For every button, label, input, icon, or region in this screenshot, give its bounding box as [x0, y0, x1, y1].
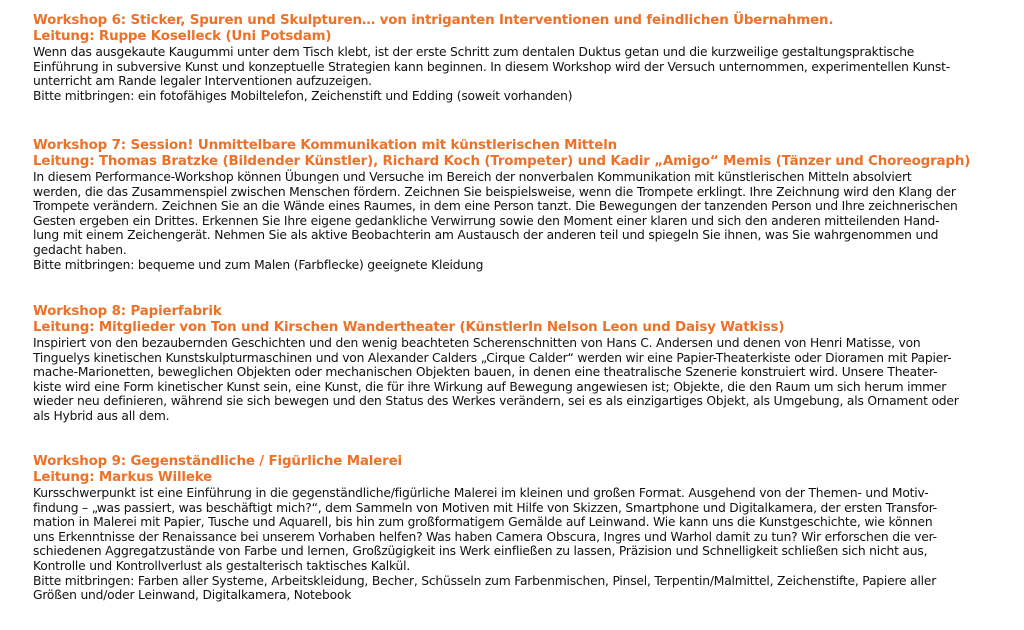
workshop-lead: Leitung: Thomas Bratzke (Bildender Künstler), Richard Koch (Trompeter) und Kadir „Amigo“ Memis (Tänzer und Choreograph) — [33, 154, 971, 169]
body-line: unterricht am Rande legaler Interventionen aufzuzeigen. — [33, 74, 372, 89]
workshop-6-section — [33, 13, 1002, 138]
workshop-title: Workshop 8: Papierfabrik — [33, 304, 222, 319]
workshop-8-section — [33, 304, 1002, 454]
body-line: als Hybrid aus all dem. — [33, 408, 170, 423]
body-line: kiste wird eine Form kinetischer Kunst sein, eine Kunst, die für ihre Wirkung auf Bewegung angewiesen ist; Objekte, die den Raum um sich herum immer — [33, 379, 947, 394]
body-line: gedacht haben. — [33, 242, 127, 257]
workshop-7-section — [33, 138, 1002, 304]
bring-along-line: Bitte mitbringen: ein fotofähiges Mobiltelefon, Zeichenstift und Edding (soweit vorhanden) — [33, 88, 573, 103]
workshop-title: Workshop 6: Sticker, Spuren und Skulpturen… von intriganten Interventionen und feindlichen Übernahmen. — [33, 13, 834, 28]
body-line: Inspiriert von den bezaubernden Geschichten und den wenig beachteten Scherenschnitten von Hans C. Andersen und denen von Henri Matisse, von — [33, 336, 921, 350]
body-line: In diesem Performance-Workshop können Übungen und Versuche im Bereich der nonverbalen Kommunikation mit künstlerischen Mitteln absolviert — [33, 170, 912, 184]
body-line: werden, die das Zusammenspiel zwischen Menschen fördern. Zeichnen Sie beispielsweise, wenn die Trompete erklingt. Ihre Zeichnung wird den Klang der — [33, 184, 956, 199]
body-line: Kontrolle und Kontrollverlust als gestalterisch taktisches Kalkül. — [33, 558, 411, 573]
body-line: wieder neu definieren, während sie sich bewegen und den Status des Werkes verändern, sei es als einzigartiges Objekt, als Umgebung, als Ornament oder — [33, 394, 959, 409]
workshop-title: Workshop 7: Session! Unmittelbare Kommunikation mit künstlerischen Mitteln — [33, 138, 618, 153]
body-line: Einführung in subversive Kunst und konzeptuelle Strategien kann beginnen. In diesem Workshop wird der Versuch unternommen, experimentellen Kunst- — [33, 59, 950, 74]
body-line: Gesten ergeben ein Drittes. Erkennen Sie Ihre eigene gedankliche Verwirrung sowie den Moment einer klaren und sich den anderen mitteilenden Hand- — [33, 213, 940, 228]
body-line: lung mit einem Zeichengerät. Nehmen Sie als aktive Beobachterin am Austausch der anderen teil und spiegeln Sie ihnen, was Sie wahrgenommen und — [33, 228, 939, 243]
body-line: Trompete verändern. Zeichnen Sie an die Wände eines Raumes, in dem eine Person tanzt. Die Bewegungen der tanzenden Person und Ihre zeichnerischen — [33, 199, 958, 214]
body-line: uns Erkenntnisse der Renaissance bei unserem Vorhaben helfen? Was haben Camera Obscura, Ingres und Warhol damit zu tun? Wir erforschen die ver- — [33, 529, 937, 544]
body-line: Tinguelys kinetischen Kunstskulpturmaschinen und von Alexander Calders „Cirque Calder“ werden wir eine Papier-Theaterkiste oder Dioramen mit Papier- — [33, 350, 952, 365]
body-line: Wenn das ausgekaute Kaugummi unter dem Tisch klebt, ist der erste Schritt zum dentalen Duktus getan und die kurzweilige gestaltungspraktische — [33, 45, 915, 59]
workshop-9-section — [33, 454, 1002, 603]
workshop-lead: Leitung: Markus Willeke — [33, 470, 213, 485]
workshop-lead: Leitung: Mitglieder von Ton und Kirschen Wandertheater (KünstlerIn Nelson Leon und Daisy Watkiss) — [33, 320, 785, 335]
bring-along-line: Bitte mitbringen: Farben aller Systeme, Arbeitskleidung, Becher, Schüsseln zum Farbenmischen, Pinsel, Terpentin/Malmittel, Zeichenstifte, Papiere aller — [33, 573, 937, 588]
bring-along-line: Größen und/oder Leinwand, Digitalkamera, Notebook — [33, 588, 352, 603]
body-line: findung – „was passiert, was beschäftigt mich?“, dem Sammeln von Motiven mit Hilfe von Skizzen, Smartphone und Digitalkamera, der ersten Transfor- — [33, 500, 938, 515]
bring-along-line: Bitte mitbringen: bequeme und zum Malen (Farbflecke) geeignete Kleidung — [33, 257, 484, 272]
body-line: mache-Marionetten, beweglichen Objekten oder mechanischen Objekten bauen, in denen eine theatralische Szenerie konstruiert wird. Unsere Theater- — [33, 365, 938, 380]
body-line: Kursschwerpunkt ist eine Einführung in die gegenständliche/figürliche Malerei im kleinen und großen Format. Ausgehend von der Themen- und Motiv- — [33, 486, 929, 500]
workshop-title: Workshop 9: Gegenständliche / Figürliche Malerei — [33, 454, 402, 469]
workshop-lead: Leitung: Ruppe Koselleck (Uni Potsdam) — [33, 29, 332, 44]
body-line: mation in Malerei mit Papier, Tusche und Aquarell, bis hin zum großformatigem Gemälde auf Leinwand. Wie kann uns die Kunstgeschichte, wie können — [33, 515, 933, 530]
body-line: schiedenen Aggregatzustände von Farbe und lernen, Großzügigkeit ins Werk einfließen zu lassen, Präzision und Schnelligkeit schließen sich nicht aus, — [33, 544, 928, 559]
